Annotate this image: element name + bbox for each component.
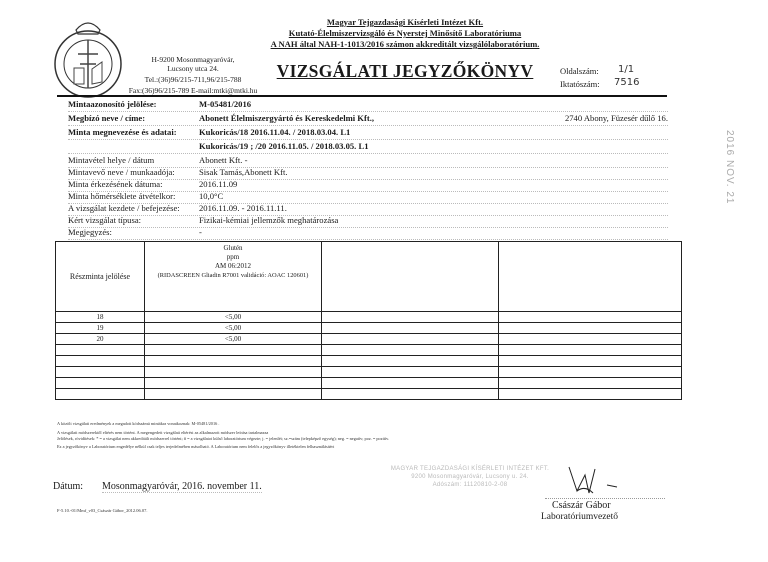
field-label: Mintavevő neve / munkaadója: [68, 167, 175, 177]
accreditation-line: A NAH által NAH-1-1013/2016 számon akkreditált vizsgálólaboratórium. [270, 39, 540, 49]
address-line-2: Lucsony utca 24. [167, 64, 219, 73]
cell [145, 345, 322, 356]
cell [499, 323, 682, 334]
signer-name: Császár Gábor [552, 500, 611, 511]
header-divider [57, 95, 667, 97]
field-label: Kért vizsgálat típusa: [68, 215, 142, 225]
field-sample-name-cont [68, 141, 668, 154]
cell [499, 334, 682, 345]
field-value: Fizikai-kémiai jellemzők meghatározása [199, 215, 339, 225]
cell [499, 356, 682, 367]
cell-subsample: 20 [56, 334, 145, 345]
cell [322, 356, 499, 367]
field-label: Megjegyzés: [68, 227, 112, 237]
cell [56, 378, 145, 389]
cell-gluten: <5,00 [145, 312, 322, 323]
cell [322, 367, 499, 378]
cell-gluten: <5,00 [145, 323, 322, 334]
cell [56, 345, 145, 356]
cell [145, 367, 322, 378]
table-row [56, 312, 682, 323]
table-row [56, 356, 682, 367]
company-stamp [355, 465, 585, 489]
table-row [56, 367, 682, 378]
cell [322, 389, 499, 400]
cell [322, 323, 499, 334]
cell-subsample: 19 [56, 323, 145, 334]
cell-subsample: 18 [56, 312, 145, 323]
address-line-1: H-9200 Mosonmagyaróvár, [151, 55, 235, 64]
stamp-line-1: MAGYAR TEJGAZDASÁGI KÍSÉRLETI INTÉZET KFT. [390, 466, 550, 472]
date-value: Mosonmagyaróvár, 2016. november 11. [102, 481, 262, 492]
footnote-deviations: A vizsgálati módszerektől eltérés nem történt. A megengedett vizsgálati eltérést az alkalmazott módszer leírása tartalmazza [57, 430, 269, 435]
field-value: Kukoricás/18 2016.11.04. / 2018.03.04. L1 [199, 127, 351, 137]
cell [145, 389, 322, 400]
page-number-label: Oldalszám: [560, 66, 599, 76]
institute-logo-icon [52, 14, 124, 100]
field-label: Mintaazonosító jelölése: [68, 99, 157, 109]
col-header-subsample: Részminta jelölése [56, 242, 145, 312]
field-value: 2016.11.09 [199, 179, 238, 189]
gluten-label: Glutén [223, 244, 243, 252]
field-label: Minta megnevezése és adatai: [68, 127, 177, 137]
cell [499, 312, 682, 323]
field-value: Abonett Élelmiszergyártó és Kereskedelmi Kft., [199, 113, 375, 123]
cell [56, 367, 145, 378]
gluten-unit: ppm [226, 253, 240, 261]
received-date-stamp: 2016 NOV. 21 [724, 130, 735, 205]
table-header-row [56, 242, 682, 312]
cell [499, 367, 682, 378]
results-table [55, 241, 682, 400]
cell [322, 345, 499, 356]
footnote-abbreviations: Jelölések, rövidítések: * = a vizsgálat nem akkreditált módszerrel történt; # = a vizsgálatot külső laboratórium végezte; j. = jelenlét; sz.=szám (telepképző egység); neg. = negatív; poz. = pozitív. [57, 436, 390, 441]
field-value: 10,0°C [199, 191, 224, 201]
cell [499, 345, 682, 356]
field-label: Megbízó neve / címe: [68, 113, 146, 123]
stamp-line-2: 9200 Mosonmagyaróvár, Lucsony u. 24. [411, 474, 529, 480]
table-row [56, 323, 682, 334]
form-code: F-5.10.-01/Mmf_v03_Császár Gábor_2012.06.07. [57, 508, 148, 513]
gluten-method: AM 06:2012 [215, 262, 251, 270]
org-lab-name: Kutató-Élelmiszervizsgáló és Nyerstej Minősítő Laboratóriuma [288, 28, 522, 38]
stamp-line-3: Adószám: 11120810-2-08 [432, 482, 508, 488]
field-client-address: 2740 Abony, Füzesér dűlő 16. [564, 113, 668, 123]
cell [499, 389, 682, 400]
fax-email: Fax:(36)96/215-789 E-mail:mtki@mtki.hu [128, 86, 258, 95]
field-value: Sisak Tamás,Abonett Kft. [199, 167, 288, 177]
cell-gluten: <5,00 [145, 334, 322, 345]
field-value: Abonett Kft. - [199, 155, 248, 165]
field-value: 2016.11.09. - 2016.11.11. [199, 203, 287, 213]
cell [145, 378, 322, 389]
field-remarks [68, 227, 668, 240]
table-row [56, 389, 682, 400]
field-value: Kukoricás/19 ; /20 2016.11.05. / 2018.03.05. L1 [199, 141, 369, 151]
page-title: VIZSGÁLATI JEGYZŐKÖNYV [276, 61, 534, 81]
field-client [68, 113, 668, 126]
page-number-value: 1/1 [618, 64, 635, 75]
field-label: Minta érkezésének dátuma: [68, 179, 163, 189]
registration-number-label: Iktatószám: [560, 79, 600, 89]
table-row [56, 378, 682, 389]
cell [322, 312, 499, 323]
footnote-results-scope: A közölt vizsgálati eredmények a megadott kódszámú mintákra vonatkoznak: M-05481/2016 . [57, 421, 220, 426]
field-label: A vizsgálat kezdete / befejezése: [68, 203, 180, 213]
table-row [56, 345, 682, 356]
org-name: Magyar Tejgazdasági Kísérleti Intézet Kft. [326, 17, 484, 27]
cell [322, 334, 499, 345]
cell [145, 356, 322, 367]
signature-mark-icon [563, 465, 623, 499]
field-value: - [199, 227, 202, 237]
field-value: M-05481/2016 [199, 99, 252, 109]
registration-number-value: 7516 [614, 77, 640, 88]
field-label: Minta hőmérséklete átvételkor: [68, 191, 176, 201]
col-header-gluten [145, 242, 322, 312]
field-label: Mintavétel helye / dátum [68, 155, 155, 165]
cell [56, 356, 145, 367]
phone-number: Tel.:(36)96/215-711,96/215-788 [144, 75, 242, 84]
footnote-copy-policy: Ez a jegyzőkönyv a Laboratórium engedélye nélkül csak teljes terjedelmében másolható. A Laboratórium nem felelős a jegyzőkönyv illetéktelen felhasználásáért [57, 444, 335, 449]
gluten-kit: (RIDASCREEN Gliadin R7001 validáció: AOAC 120601) [157, 272, 309, 279]
signer-title: Laboratóriumvezető [541, 512, 619, 522]
signature-line [545, 498, 665, 499]
cell [56, 389, 145, 400]
cell [499, 378, 682, 389]
col-header-4 [499, 242, 682, 312]
field-sample-name [68, 127, 668, 140]
col-header-3 [322, 242, 499, 312]
table-row [56, 334, 682, 345]
field-sample-id [68, 99, 668, 112]
cell [322, 378, 499, 389]
date-label: Dátum: [53, 481, 83, 492]
